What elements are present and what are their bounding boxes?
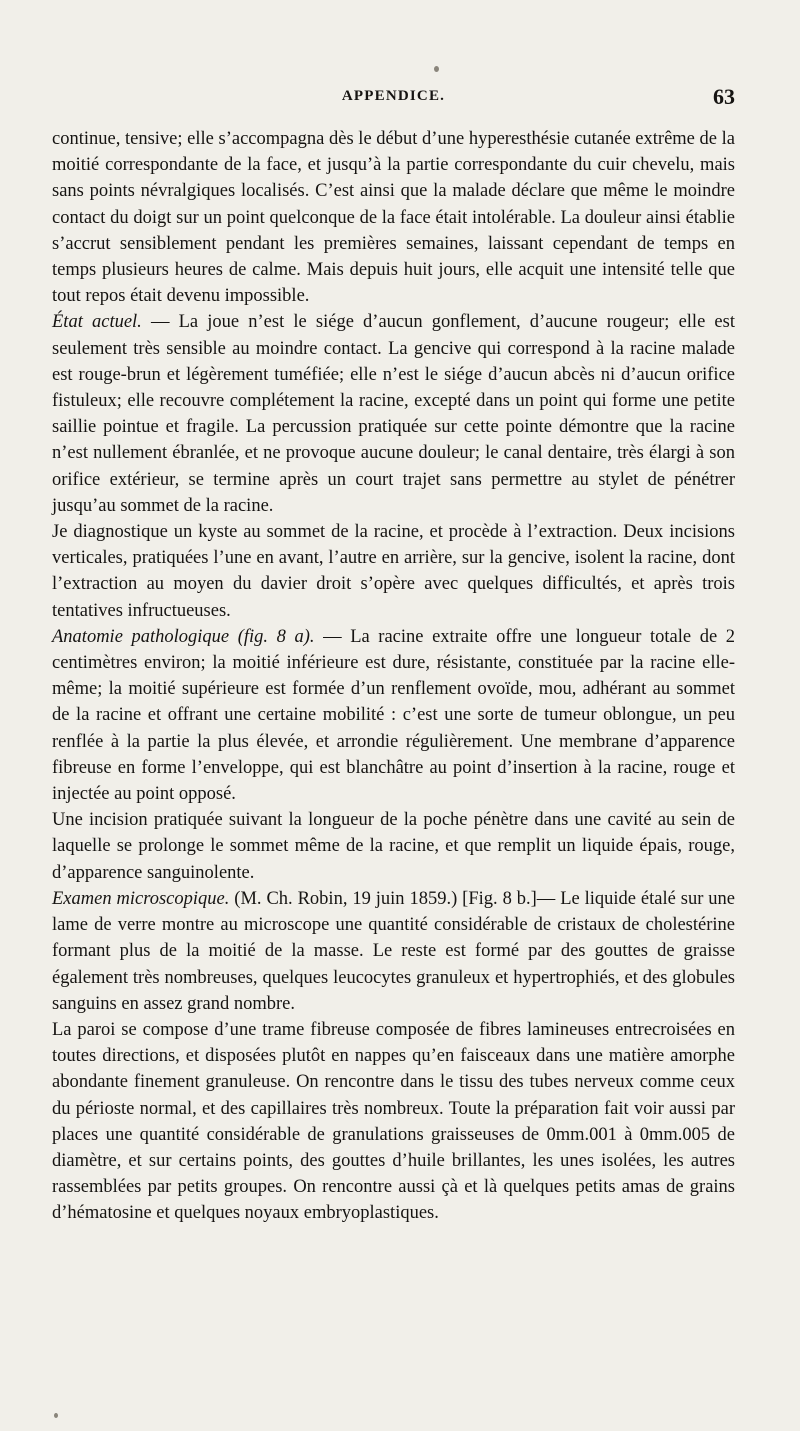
paragraph-2-text: — La joue n’est le siége d’aucun gonflement, d’aucune rougeur; elle est seulement très sensible au moindre contact. La gencive qui correspond à la racine malade est rouge-brun et légèrement tuméfiée; elle n’est le siége d’aucun abcès ni d’aucun orifice fistuleux; elle recouvre complétement la racine, excepté dans un point qui forme une petite saillie pointue et fragile. La percussion pratiquée sur cette pointe démontre que la racine n’est nullement ébranlée, et ne provoque aucune douleur; le canal dentaire, très élargi à son orifice extérieur, se termine après un court trajet sans permettre au stylet de pénétrer jusqu’au sommet de la racine.: [52, 312, 735, 516]
paragraph-1: [52, 126, 735, 309]
body-text: [52, 126, 735, 1227]
running-title: APPENDICE.: [341, 88, 446, 104]
paragraph-1-text: continue, tensive; elle s’accompagna dès le début d’une hyperesthésie cutanée extrême de la moitié correspondante de la face, et jusqu’à la partie correspondante du cuir chevelu, mais sans points névralgiques localisés. C’est ainsi que la malade déclare que même le moindre contact du doigt sur un point quelconque de la face était intolérable. La douleur ainsi établie s’accrut sensiblement pendant les premières semaines, laissant cependant de temps en temps plusieurs heures de calme. Mais depuis huit jours, elle acquit une intensité telle que tout repos était devenu impossible.: [52, 129, 735, 307]
paper-speck-bottom: [54, 1413, 58, 1418]
paragraph-6-examen-microscopique: [52, 886, 735, 1017]
paragraph-7-paroi: [52, 1017, 735, 1227]
paragraph-7-text: La paroi se compose d’une trame fibreuse composée de fibres lamineuses entrecroisées en toutes directions, et disposées plutôt en nappes qu’en faisceaux dans une matière amorphe abondante finement granuleuse. On rencontre dans le tissu des tubes nerveux comme ceux du périoste normal, et des capillaires très nombreux. Toute la préparation fait voir aussi par places une quantité considérable de granulations graisseuses de 0mm.001 à 0mm.005 de diamètre, et sur certains points, des gouttes d’huile brillantes, les unes isolées, les autres rassemblées par petits groupes. On rencontre aussi çà et là quelques petits amas de grains d’hématosine et quelques noyaux embryoplastiques.: [52, 1019, 735, 1224]
paragraph-4-text: — La racine extraite offre une longueur totale de 2 centimètres environ; la moitié inférieure est dure, résistante, constituée par la racine elle-même; la moitié supérieure est formée d’un renflement ovoïde, mou, adhérant au sommet de la racine et offrant une certaine mobilité : c’est une sorte de tumeur oblongue, un peu renflée à la partie la plus élevée, et arrondie régulièrement. Une membrane d’apparence fibreuse en forme l’enveloppe, qui est blanchâtre au point d’insertion à la racine, rouge et injectée au point opposé.: [52, 626, 735, 805]
running-head: [52, 84, 735, 118]
paragraph-3-diagnostic: [52, 519, 735, 624]
paragraph-3-text: Je diagnostique un kyste au sommet de la racine, et procède à l’extraction. Deux incisions verticales, pratiquées l’une en avant, l’autre en arrière, sur la gencive, isolent la racine, dont l’extraction au moyen du davier droit s’opère avec quelques difficultés, et après trois tentatives infructueuses.: [52, 522, 735, 621]
paper-speck-top: [434, 66, 439, 72]
book-page: [52, 84, 735, 1227]
paragraph-2-etat-actuel: [52, 309, 735, 519]
page-number: 63: [713, 84, 735, 109]
paragraph-6-text: (M. Ch. Robin, 19 juin 1859.) [Fig. 8 b.]— Le liquide étalé sur une lame de verre montre au microscope une quantité considérable de cristaux de cholestérine formant plus de la moitié de la masse. Le reste est formé par des gouttes de graisse également très nombreuses, quelques leucocytes granuleux et hypertrophiés, et des globules sanguins en assez grand nombre.: [52, 888, 735, 1014]
section-heading-examen-microscopique: Examen microscopique.: [52, 888, 230, 909]
paragraph-5-incision: [52, 807, 735, 886]
paragraph-4-anatomie-pathologique: [52, 624, 735, 807]
paragraph-5-text: Une incision pratiquée suivant la longueur de la poche pénètre dans une cavité au sein de laquelle se prolonge le sommet même de la racine, et que remplit un liquide épais, rouge, d’apparence sanguinolente.: [52, 810, 735, 883]
section-heading-etat-actuel: État actuel.: [52, 312, 142, 333]
section-heading-anatomie-pathologique: Anatomie pathologique (fig. 8 a).: [52, 626, 315, 647]
